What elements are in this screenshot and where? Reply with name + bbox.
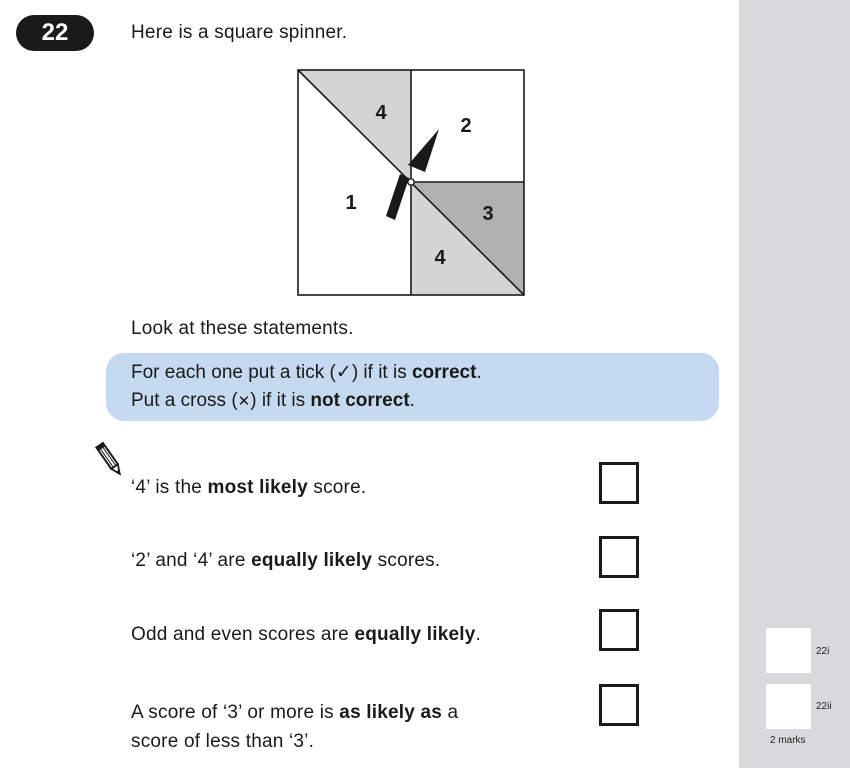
mark-label-22ii: 22ii xyxy=(816,701,832,712)
statement-1: ‘4’ is the most likely score. xyxy=(131,477,367,498)
spinner-label-4-bottom: 4 xyxy=(434,247,446,269)
instruction-line-1: For each one put a tick (✓) if it is correct. xyxy=(131,361,482,383)
answer-box-3[interactable] xyxy=(599,609,639,651)
square-spinner-diagram xyxy=(294,66,534,306)
spinner-pivot xyxy=(408,179,414,185)
spinner-label-3: 3 xyxy=(482,203,494,225)
spinner-label-4-top: 4 xyxy=(375,102,387,124)
question-number-badge: 22 xyxy=(16,15,94,51)
mark-box-22i xyxy=(766,628,811,673)
spinner-label-1: 1 xyxy=(345,192,357,214)
mark-box-22ii xyxy=(766,684,811,729)
question-intro: Here is a square spinner. xyxy=(131,22,348,43)
answer-box-4[interactable] xyxy=(599,684,639,726)
marks-total-label: 2 marks xyxy=(770,735,806,746)
look-statement: Look at these statements. xyxy=(131,318,354,339)
tick-symbol: ✓ xyxy=(335,361,352,383)
pencil-icon xyxy=(95,440,125,480)
cross-symbol: ✕ xyxy=(237,392,251,410)
answer-box-2[interactable] xyxy=(599,536,639,578)
spinner-label-2: 2 xyxy=(460,115,472,137)
statement-4: A score of ‘3’ or more is as likely as a score of less than ‘3’. xyxy=(131,702,459,752)
instruction-box xyxy=(106,353,719,421)
mark-label-22i: 22i xyxy=(816,646,830,657)
instruction-line-2: Put a cross (✕) if it is not correct. xyxy=(131,390,415,411)
statement-3: Odd and even scores are equally likely. xyxy=(131,624,482,645)
answer-box-1[interactable] xyxy=(599,462,639,504)
statement-2: ‘2’ and ‘4’ are equally likely scores. xyxy=(131,550,441,571)
